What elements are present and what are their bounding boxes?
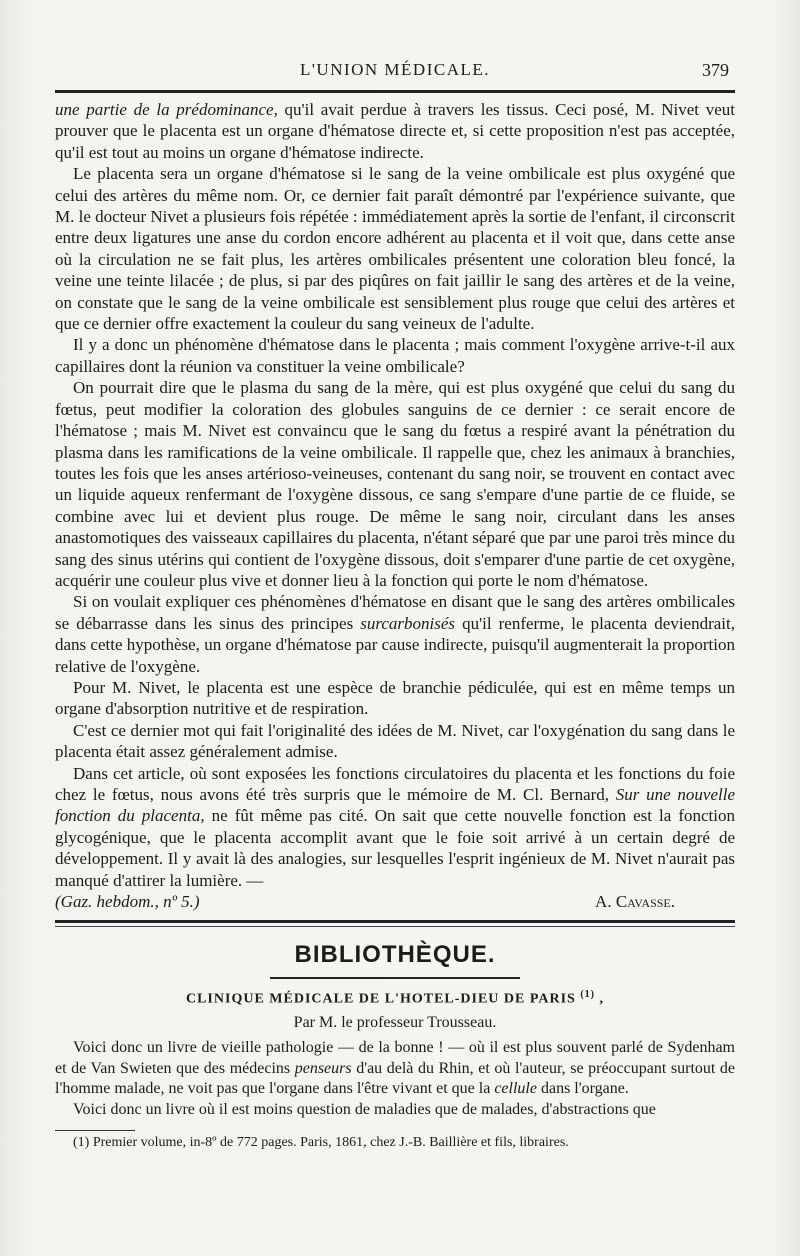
page-content xyxy=(55,56,735,1151)
paragraph xyxy=(55,763,735,891)
review-body xyxy=(55,1038,735,1120)
book-author: Par M. le professeur Trousseau. xyxy=(293,1014,497,1032)
paragraph: Pour M. Nivet, le placenta est une espèce de branchie pédiculée, qui est en même temps un organe d'absorption nutritive et de respiration. xyxy=(55,677,735,719)
signature-line xyxy=(55,891,735,912)
header-rule xyxy=(55,90,735,93)
paragraph-text: d'au delà du Rhin, et où l'auteur, se préoccupant surtout de l'homme malade, ne voit pas que l'organe dans l'être vivant et que la xyxy=(55,1059,736,1098)
italic-phrase: une partie de la prédominance, xyxy=(55,100,278,119)
italic-term: penseurs xyxy=(294,1059,352,1077)
paragraph: Voici donc un livre où il est moins question de maladies que de malades, d'abstractions que xyxy=(73,1100,656,1118)
paragraph xyxy=(55,1038,735,1100)
paragraph-text: Si on voulait expliquer ces phénomènes d'hématose en disant que le sang des artères ombilicales se débarrasse dans les sinus des principes xyxy=(55,592,735,633)
paragraph-text: dans l'organe. xyxy=(536,1080,629,1098)
author-signature: A. Cavasse. xyxy=(595,892,675,912)
title-rule xyxy=(270,977,520,979)
footnote-rule xyxy=(55,1130,135,1131)
paragraph: Il y a donc un phénomène d'hématose dans le placenta ; mais comment l'oxygène arrive-t-il aux capillaires dont la réunion va constituer la veine ombilicale? xyxy=(55,335,735,376)
section-title: BIBLIOTHÈQUE. xyxy=(294,941,496,969)
paragraph: Le placenta sera un organe d'hématose si le sang de la veine ombilicale est plus oxygéné que celui des artères du même nom. Or, ce dernier fait paraît démontré par l'expérience suivante, que M. le docteur Nivet a plusieurs fois répétée : immédiatement après la sortie de l'enfant, il circonscrit entre deux ligatures une anse du cordon encore adhérent au placenta et il voit que, dans cette anse où la circulation ne se fait plus, les artères ombilicales présentent une coloration bleu foncé, la veine une teinte lilacée ; de plus, si par des piqûres on fait jaillir le sang des artères et de la veine, on constate que le sang de la veine ombilicale est sensiblement plus rouge que celui des artères et que ce dernier offre exactement la couleur du sang veineux de l'adulte. xyxy=(55,164,735,334)
paragraph xyxy=(55,99,735,163)
paragraph: On pourrait dire que le plasma du sang de la mère, qui est plus oxygéné que celui du sang du fœtus, peut modifier la coloration des globules sanguins de ce dernier : ce serait encore de l'hématose ; mais M. Nivet est convaincu que le sang du fœtus a respiré avant la pénétration du plasma dans les ramifications de la veine ombilicale. Il rappelle que, chez les animaux à branchies, toutes les fois que les anses artérioso-veineuses, contenant du sang noir, se trouvent en contact avec un liquide aqueux renfermant de l'oxygène dissous, ce sang s'empare d'une partie de ce fluide, se combine avec lui et devient plus rouge. De même le sang noir, circulant dans les anses anastomotiques des vaisseaux capillaires du placenta, n'étant séparé que par une paroi très mince du sang des sinus utérins qui contient de l'oxygène dissous, doit s'emparer d'une partie de cet oxygène, acquérir une couleur plus vive et donner lieu à la fonction qui porte le nom d'hématose. xyxy=(55,378,735,590)
running-header xyxy=(55,56,735,90)
paragraph xyxy=(55,591,735,677)
paragraph-text: qu'il avait perdue à travers les tissus. Ceci posé, M. Nivet veut prouver que le placenta est un organe d'hématose directe et, si cette proposition n'est pas acceptée, qu'il est tout au moins un organe d'hématose indirecte. xyxy=(55,100,735,162)
source-citation: (Gaz. hebdom., nº 5.) xyxy=(55,892,200,912)
article-body xyxy=(55,99,735,912)
cited-title: Sur une nouvelle fonction du placenta, xyxy=(55,785,735,826)
footnote: (1) Premier volume, in-8º de 772 pages. Paris, 1861, chez J.-B. Baillière et fils, libraires. xyxy=(73,1135,569,1151)
book-title-tail: , xyxy=(595,992,605,1008)
paragraph-text: Voici donc un livre de vieille pathologie — de la bonne ! — où il est plus souvent parlé de Sydenham et de Van Swieten que des médecins xyxy=(55,1039,735,1077)
book-title-text: CLINIQUE MÉDICALE DE L'HOTEL-DIEU DE PARIS xyxy=(185,992,576,1008)
paragraph: C'est ce dernier mot qui fait l'originalité des idées de M. Nivet, car l'oxygénation du sang dans le placenta était assez généralement admise. xyxy=(55,720,735,762)
page-number: 379 xyxy=(702,60,729,80)
footnote-ref: (1) xyxy=(580,989,596,1001)
italic-term: surcarbonisés xyxy=(360,613,456,633)
journal-title: L'UNION MÉDICALE. xyxy=(299,60,491,79)
paragraph-text: ne fût même pas cité. On sait que cette nouvelle fonction est la fonction glycogénique, que le placenta accomplit avant que le foie soit arrivé à un certain degré de développement. Il y avait là des analogies, sur lesquelles l'esprit ingénieux de M. Nivet n'aurait pas manqué d'attirer la lumière. — xyxy=(55,806,735,890)
book-title xyxy=(55,989,735,1008)
paragraph-text: qu'il renferme, le placenta deviendrait, dans cette hypothèse, un organe d'hématose par cause indirecte, puisqu'il augmenterait la proportion relative de l'oxygène. xyxy=(55,613,735,676)
italic-term: cellule xyxy=(494,1080,537,1098)
paragraph-text: Dans cet article, où sont exposées les fonctions circulatoires du placenta et les fonctions du foie chez le fœtus, nous avons été très surpris que le mémoire de M. Cl. Bernard, xyxy=(55,763,735,804)
section-divider xyxy=(55,920,735,927)
